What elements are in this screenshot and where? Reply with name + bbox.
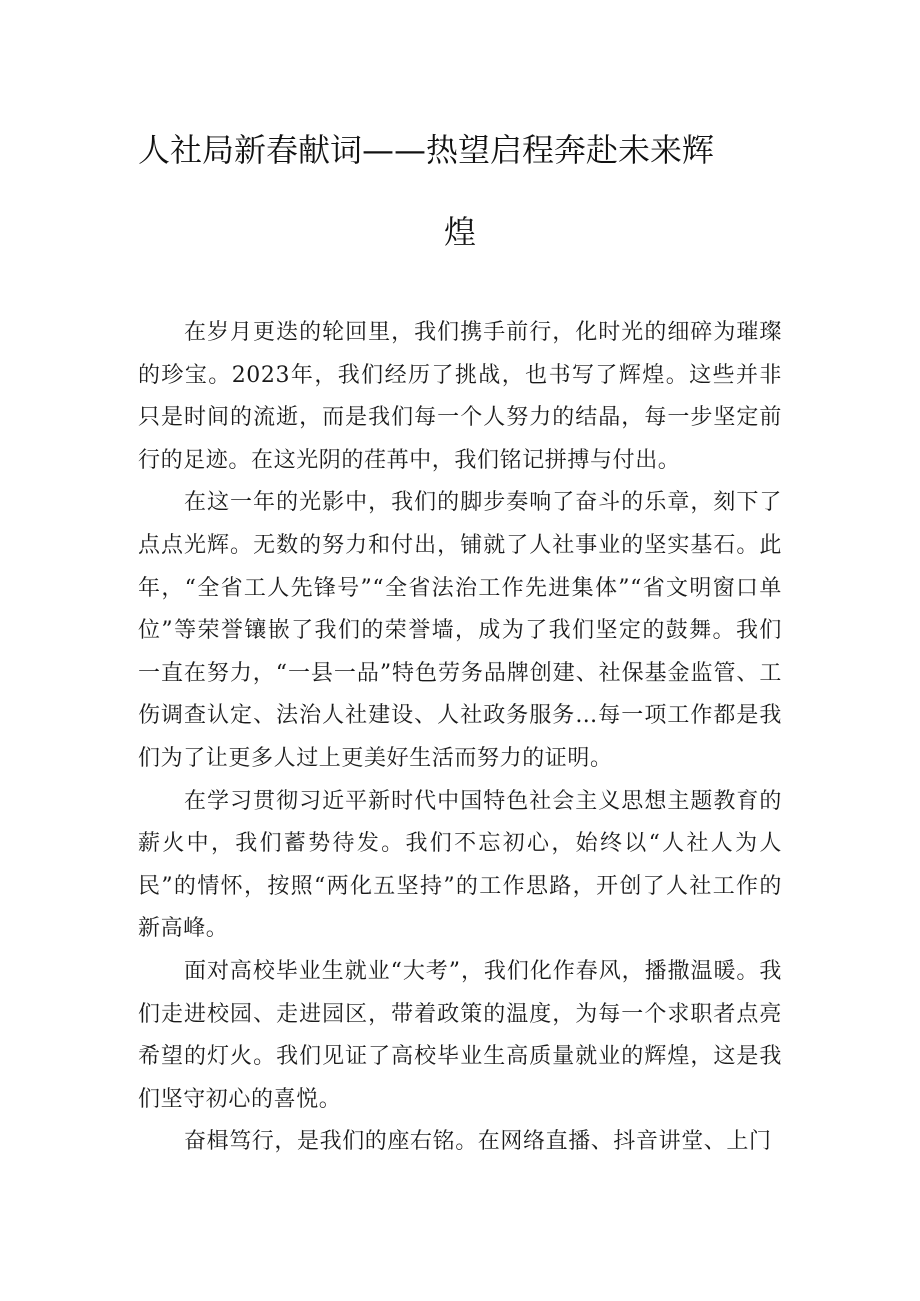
document-title-line-1: 人社局新春献词——热望启程奔赴未来辉 [138, 131, 715, 169]
paragraph-3: 在学习贯彻习近平新时代中国特色社会主义思想主题教育的薪火中，我们蓄势待发。我们不忘初心，始终以“人社人为人民”的情怀，按照“两化五坚持”的工作思路，开创了人社工作的新高峰。 [138, 788, 782, 942]
paragraph-2: 在这一年的光影中，我们的脚步奏响了奋斗的乐章，刻下了点点光辉。无数的努力和付出，铺就了人社事业的坚实基石。此年，“全省工人先锋号”“全省法治工作先进集体”“省文明窗口单位”等荣誉镶嵌了我们的荣誉墙，成为了我们坚定的鼓舞。我们一直在努力，“一县一品”特色劳务品牌创建、社保基金监管、工伤调查认定、法治人社建设、人社政务服务…每一项工作都是我们为了让更多人过上更美好生活而努力的证明。 [138, 490, 782, 771]
paragraph-5: 奋楫笃行，是我们的座右铭。在网络直播、抖音讲堂、上门 [184, 1129, 772, 1155]
paragraph-4: 面对高校毕业生就业“大考”，我们化作春风，播撒温暖。我们走进校园、走进园区，带着政策的温度，为每一个求职者点亮希望的灯火。我们见证了高校毕业生高质量就业的辉煌，这是我们坚守初心的喜悦。 [138, 958, 782, 1112]
document-body [138, 312, 782, 1164]
document-title-line-2: 煌 [443, 213, 476, 251]
paragraph-1: 在岁月更迭的轮回里，我们携手前行，化时光的细碎为璀璨的珍宝。2023年，我们经历了挑战，也书写了辉煌。这些并非只是时间的流逝，而是我们每一个人努力的结晶，每一步坚定前行的足迹。在这光阴的荏苒中，我们铭记拼搏与付出。 [138, 320, 782, 473]
